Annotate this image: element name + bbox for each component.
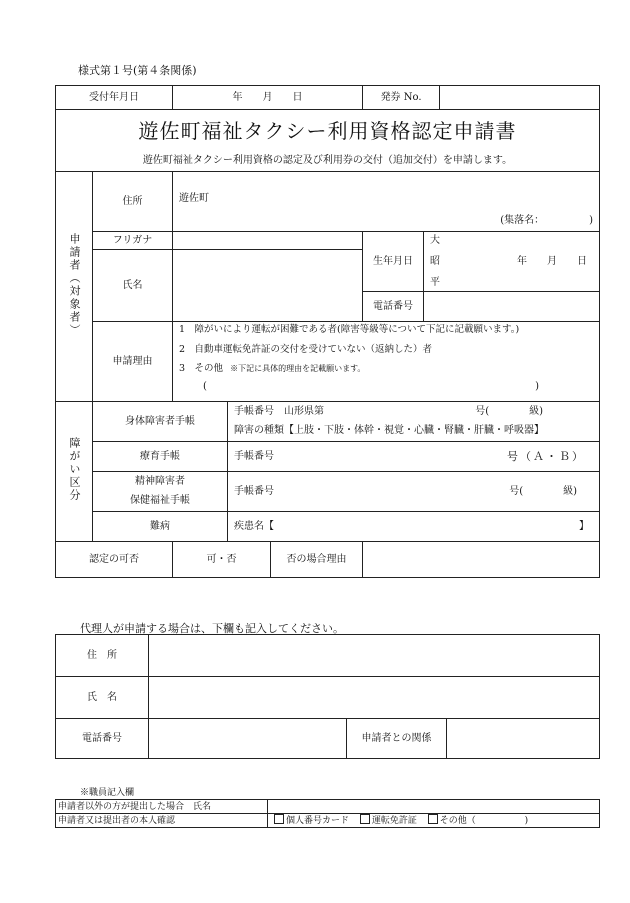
mental-grade: 号( 級) — [509, 486, 578, 497]
rejection-reason-label: 否の場合理由 — [271, 542, 363, 578]
form-number: 様式第１号(第４条関係) — [78, 64, 197, 77]
mental-label-1: 精神障害者 — [135, 476, 185, 487]
agent-relation-field[interactable] — [447, 719, 600, 759]
ticket-no-label: 発券 No. — [363, 86, 440, 110]
physical-number: 手帳番号 山形県第 — [234, 406, 324, 417]
agent-table — [55, 634, 600, 759]
era-taisho: 大 — [430, 235, 441, 246]
staff-title: ※職員記入欄 — [80, 788, 135, 798]
agent-address-label: 住 所 — [56, 635, 149, 677]
received-date-field[interactable] — [173, 86, 363, 110]
opt-license: 運転免許証 — [371, 816, 417, 826]
disease-close: 】 — [579, 521, 590, 532]
rehab-label: 療育手帳 — [93, 442, 228, 472]
reason-3-note: ※下記に具体的理由を記載願います。 — [230, 364, 366, 373]
birth-format: 年 月 日 — [517, 256, 588, 267]
agent-phone-field[interactable] — [149, 719, 347, 759]
rehab-grade: 号（Ａ・Ｂ） — [507, 450, 586, 463]
staff-table — [55, 799, 600, 828]
approval-label: 認定の可否 — [56, 542, 173, 578]
furigana-field[interactable] — [173, 232, 363, 250]
agent-address-field[interactable] — [149, 635, 600, 677]
rehab-field[interactable] — [228, 442, 600, 472]
rejection-reason-field[interactable] — [363, 542, 600, 578]
physical-field[interactable] — [228, 402, 600, 442]
reason-1: 1 障がいにより運転が困難である者(障害等級等について下記に記載願います。) — [179, 324, 520, 335]
id-check-options — [268, 814, 600, 828]
mental-field[interactable] — [228, 472, 600, 512]
received-date-label: 受付年月日 — [56, 86, 173, 110]
opt-mynumber: 個人番号カード — [286, 816, 350, 826]
reason-paren-open: ( — [203, 381, 207, 392]
agent-name-field[interactable] — [149, 677, 600, 719]
opt-other-close: ) — [524, 816, 529, 826]
staff-row1-field[interactable] — [268, 800, 600, 814]
form-subtitle: 遊佐町福祉タクシー利用資格の認定及び利用券の交付（追加交付）を申請します。 — [142, 155, 513, 166]
applicant-group-label: 申請者（対象者） — [68, 232, 81, 337]
physical-label: 身体障害者手帳 — [93, 402, 228, 442]
disease-field[interactable] — [228, 512, 600, 542]
reason-3: 3 その他 — [179, 363, 224, 374]
reason-label: 申請理由 — [93, 322, 173, 402]
phone-field[interactable] — [424, 292, 600, 322]
reason-field[interactable] — [173, 322, 600, 402]
reason-2: 2 自動車運転免許証の交付を受けていない（返納した）者 — [179, 344, 433, 355]
name-field[interactable] — [173, 250, 363, 322]
address-field[interactable] — [173, 172, 600, 232]
physical-type: 障害の種類【上肢・下肢・体幹・視覚・心臓・腎臓・肝臓・呼吸器】 — [234, 425, 544, 436]
title-cell — [56, 110, 600, 172]
staff-row1-label: 申請者以外の方が提出した場合 氏名 — [56, 800, 268, 814]
checkbox-license[interactable] — [360, 814, 370, 824]
opt-other: その他（ — [439, 816, 476, 826]
received-date-format: 年 月 日 — [232, 91, 303, 103]
disability-group-label: 障がい区分 — [68, 437, 81, 502]
birth-label: 生年月日 — [363, 232, 424, 292]
ticket-no-field[interactable] — [440, 86, 600, 110]
agent-name-label: 氏 名 — [56, 677, 149, 719]
checkbox-other[interactable] — [428, 814, 438, 824]
agent-phone-label: 電話番号 — [56, 719, 149, 759]
settlement-name: (集落名： ) — [500, 215, 594, 226]
form-title: 遊佐町福祉タクシー利用資格認定申請書 — [138, 119, 517, 143]
disability-group-cell — [56, 402, 93, 542]
address-label: 住所 — [93, 172, 173, 232]
phone-label: 電話番号 — [363, 292, 424, 322]
mental-label-cell — [93, 472, 228, 512]
rehab-number: 手帳番号 — [234, 451, 274, 462]
agent-relation-label: 申請者との関係 — [347, 719, 447, 759]
era-heisei: 平 — [430, 277, 441, 288]
furigana-label: フリガナ — [93, 232, 173, 250]
name-label: 氏名 — [93, 250, 173, 322]
disease-label: 難病 — [93, 512, 228, 542]
mental-label-2: 保健福祉手帳 — [130, 495, 190, 506]
agent-intro: 代理人が申請する場合は、下欄も記入してください。 — [80, 622, 344, 635]
address-value: 遊佐町 — [179, 193, 209, 204]
approval-choice[interactable]: 可・否 — [173, 542, 271, 578]
era-showa: 昭 — [430, 256, 441, 267]
checkbox-mynumber[interactable] — [274, 814, 284, 824]
physical-grade: 号( 級) — [475, 406, 544, 417]
applicant-group-cell — [56, 172, 93, 402]
birth-field[interactable] — [424, 232, 600, 292]
reason-paren-close: ) — [535, 381, 540, 392]
disease-name: 疾患名【 — [234, 521, 274, 532]
main-form-table — [55, 85, 600, 578]
staff-row2-label: 申請者又は提出者の本人確認 — [56, 814, 268, 828]
mental-number: 手帳番号 — [234, 486, 274, 497]
